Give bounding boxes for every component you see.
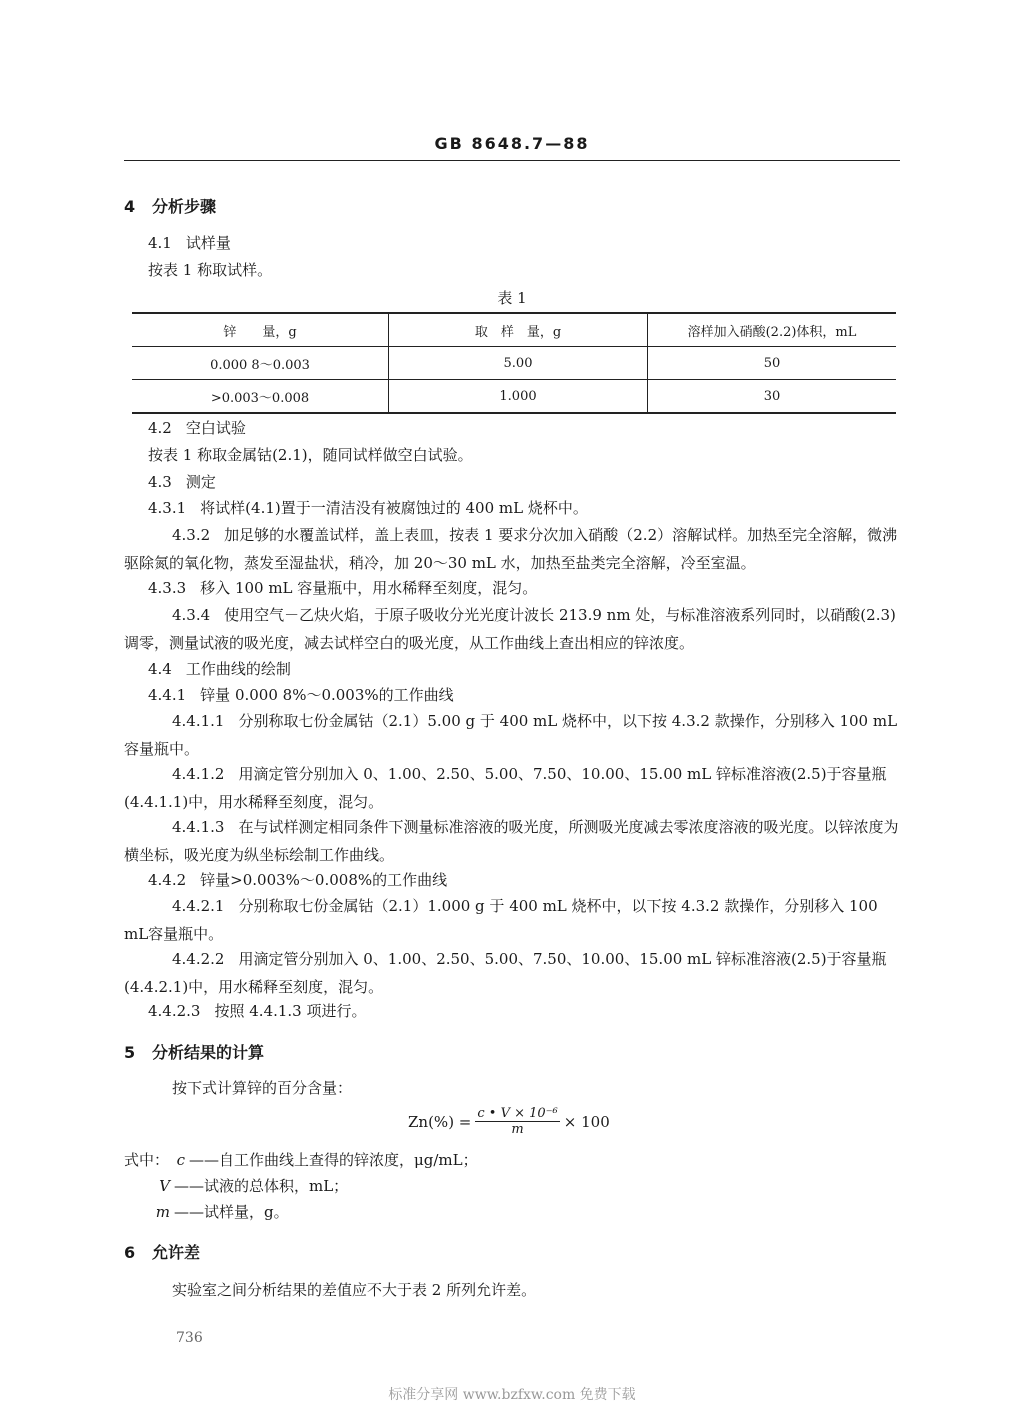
section-4-2-heading — [148, 414, 246, 442]
page-number: 736 — [176, 1330, 203, 1346]
section-number: 4.3 — [148, 473, 172, 491]
section-number: 6 — [124, 1243, 136, 1262]
section-number: 4.4.2 — [148, 871, 187, 889]
section-number: 4.4.1.2 — [172, 765, 225, 783]
section-4-4-1-3 — [124, 813, 900, 869]
section-number: 4.4 — [148, 660, 172, 678]
section-number: 4.3.3 — [148, 579, 187, 597]
section-title: 允许差 — [152, 1243, 201, 1262]
table-cell: 0.000 8～0.003 — [132, 347, 389, 380]
section-6-text: 实验室之间分析结果的差值应不大于表 2 所列允许差。 — [172, 1281, 537, 1299]
section-number: 4.4.1 — [148, 686, 187, 704]
formula-rhs: × 100 — [563, 1112, 610, 1131]
watermark-footer: 标准分享网 www.bzfxw.com 免费下载 — [388, 1387, 636, 1403]
table-1-caption: 表 1 — [497, 289, 527, 307]
variable-symbol: c — [176, 1151, 186, 1169]
where-line-m — [154, 1198, 289, 1226]
section-number: 4.4.2.1 — [172, 897, 225, 915]
section-number: 5 — [124, 1043, 136, 1062]
table-cell: 50 — [648, 347, 897, 380]
section-text: 加足够的水覆盖试样，盖上表皿，按表 1 要求分次加入硝酸（2.2）溶解试样。加热至完全溶解，微沸驱除氮的氧化物，蒸发至湿盐状，稍冷，加 20～30 mL 水，加热至盐类完全溶解，冷至室温。 — [124, 526, 898, 572]
section-title: 空白试验 — [185, 419, 246, 437]
table-1 — [132, 312, 896, 414]
section-4-3-1 — [148, 494, 588, 522]
table-row — [132, 380, 896, 414]
section-number: 4.2 — [148, 419, 172, 437]
section-4-4-1-2 — [124, 760, 900, 816]
section-4-3-2 — [124, 521, 900, 577]
section-4-3-3 — [148, 574, 537, 602]
section-number: 4.3.2 — [172, 526, 211, 544]
header-rule — [124, 160, 900, 161]
table-cell: >0.003～0.008 — [132, 380, 389, 414]
variable-description: ——试样量，g。 — [174, 1203, 289, 1221]
formula-denominator: m — [511, 1122, 524, 1137]
section-text: 锌量>0.003%～0.008%的工作曲线 — [200, 871, 448, 889]
section-title: 分析结果的计算 — [152, 1043, 265, 1062]
section-4-4-1 — [148, 681, 454, 709]
variable-symbol: m — [155, 1203, 170, 1221]
formula-numerator: c • V × 10⁻⁶ — [477, 1106, 558, 1121]
table-cell: 5.00 — [389, 347, 648, 380]
where-line-c — [124, 1146, 478, 1174]
table-header-row — [132, 313, 896, 347]
where-line-v — [154, 1172, 348, 1200]
section-4-1-heading — [148, 229, 231, 257]
section-4-4-2-2 — [124, 945, 900, 1001]
section-5-heading — [124, 1040, 264, 1063]
section-4-4-heading — [148, 655, 291, 683]
zinc-formula — [408, 1106, 610, 1137]
formula-fraction — [475, 1106, 559, 1137]
section-4-1-text: 按表 1 称取试样。 — [148, 261, 273, 279]
section-number: 4.4.2.3 — [148, 1002, 201, 1020]
table-header-cell: 锌 量，g — [132, 313, 389, 347]
section-number: 4.4.1.1 — [172, 712, 225, 730]
section-text: 用滴定管分别加入 0、1.00、2.50、5.00、7.50、10.00、15.00 mL 锌标准溶液(2.5)于容量瓶(4.4.1.1)中，用水稀释至刻度，混匀。 — [124, 765, 887, 811]
section-title: 工作曲线的绘制 — [185, 660, 291, 678]
document-header: GB 8648.7—88 — [434, 134, 590, 153]
where-prefix: 式中： — [124, 1151, 170, 1169]
formula-lhs: Zn(%) = — [408, 1112, 472, 1131]
section-4-heading — [124, 194, 216, 217]
section-4-4-1-1 — [124, 707, 900, 763]
section-text: 将试样(4.1)置于一清洁没有被腐蚀过的 400 mL 烧杯中。 — [200, 499, 588, 517]
table-header-cell: 溶样加入硝酸(2.2)体积，mL — [648, 313, 897, 347]
section-title: 测定 — [185, 473, 216, 491]
section-number: 4.4.1.3 — [172, 818, 225, 836]
section-number: 4.1 — [148, 234, 172, 252]
section-text: 分别称取七份金属钴（2.1）5.00 g 于 400 mL 烧杯中，以下按 4.3.2 款操作，分别移入 100 mL容量瓶中。 — [124, 712, 898, 758]
section-4-3-heading — [148, 468, 216, 496]
section-number: 4.4.2.2 — [172, 950, 225, 968]
section-title: 试样量 — [185, 234, 231, 252]
table-row — [132, 347, 896, 380]
section-text: 用滴定管分别加入 0、1.00、2.50、5.00、7.50、10.00、15.00 mL 锌标准溶液(2.5)于容量瓶(4.4.2.1)中，用水稀释至刻度，混匀。 — [124, 950, 887, 996]
section-text: 锌量 0.000 8%～0.003%的工作曲线 — [200, 686, 454, 704]
section-4-4-2-1 — [124, 892, 900, 948]
section-4-4-2 — [148, 866, 447, 894]
section-number: 4 — [124, 197, 136, 216]
section-4-4-2-3 — [148, 997, 367, 1025]
table-cell: 1.000 — [389, 380, 648, 414]
table-header-cell: 取 样 量，g — [389, 313, 648, 347]
section-text: 移入 100 mL 容量瓶中，用水稀释至刻度，混匀。 — [200, 579, 538, 597]
section-5-intro: 按下式计算锌的百分含量： — [172, 1079, 353, 1097]
section-text: 按照 4.4.1.3 项进行。 — [214, 1002, 367, 1020]
section-text: 在与试样测定相同条件下测量标准溶液的吸光度，所测吸光度减去零浓度溶液的吸光度。以锌浓度为横坐标，吸光度为纵坐标绘制工作曲线。 — [124, 818, 899, 864]
section-6-heading — [124, 1240, 200, 1263]
variable-description: ——自工作曲线上查得的锌浓度，μg/mL； — [189, 1151, 478, 1169]
section-title: 分析步骤 — [152, 197, 217, 216]
section-text: 分别称取七份金属钴（2.1）1.000 g 于 400 mL 烧杯中，以下按 4.3.2 款操作，分别移入 100 mL容量瓶中。 — [124, 897, 878, 943]
section-number: 4.3.4 — [172, 606, 211, 624]
section-4-2-text: 按表 1 称取金属钴(2.1)，随同试样做空白试验。 — [148, 446, 473, 464]
section-number: 4.3.1 — [148, 499, 187, 517]
section-4-3-4 — [124, 601, 900, 657]
table-cell: 30 — [763, 388, 781, 404]
section-text: 使用空气－乙炔火焰，于原子吸收分光光度计波长 213.9 nm 处，与标准溶液系列同时，以硝酸(2.3)调零，测量试液的吸光度，减去试样空白的吸光度，从工作曲线上查出相应的锌浓度。 — [124, 606, 896, 652]
variable-description: ——试液的总体积，mL； — [174, 1177, 349, 1195]
variable-symbol: V — [159, 1177, 170, 1195]
